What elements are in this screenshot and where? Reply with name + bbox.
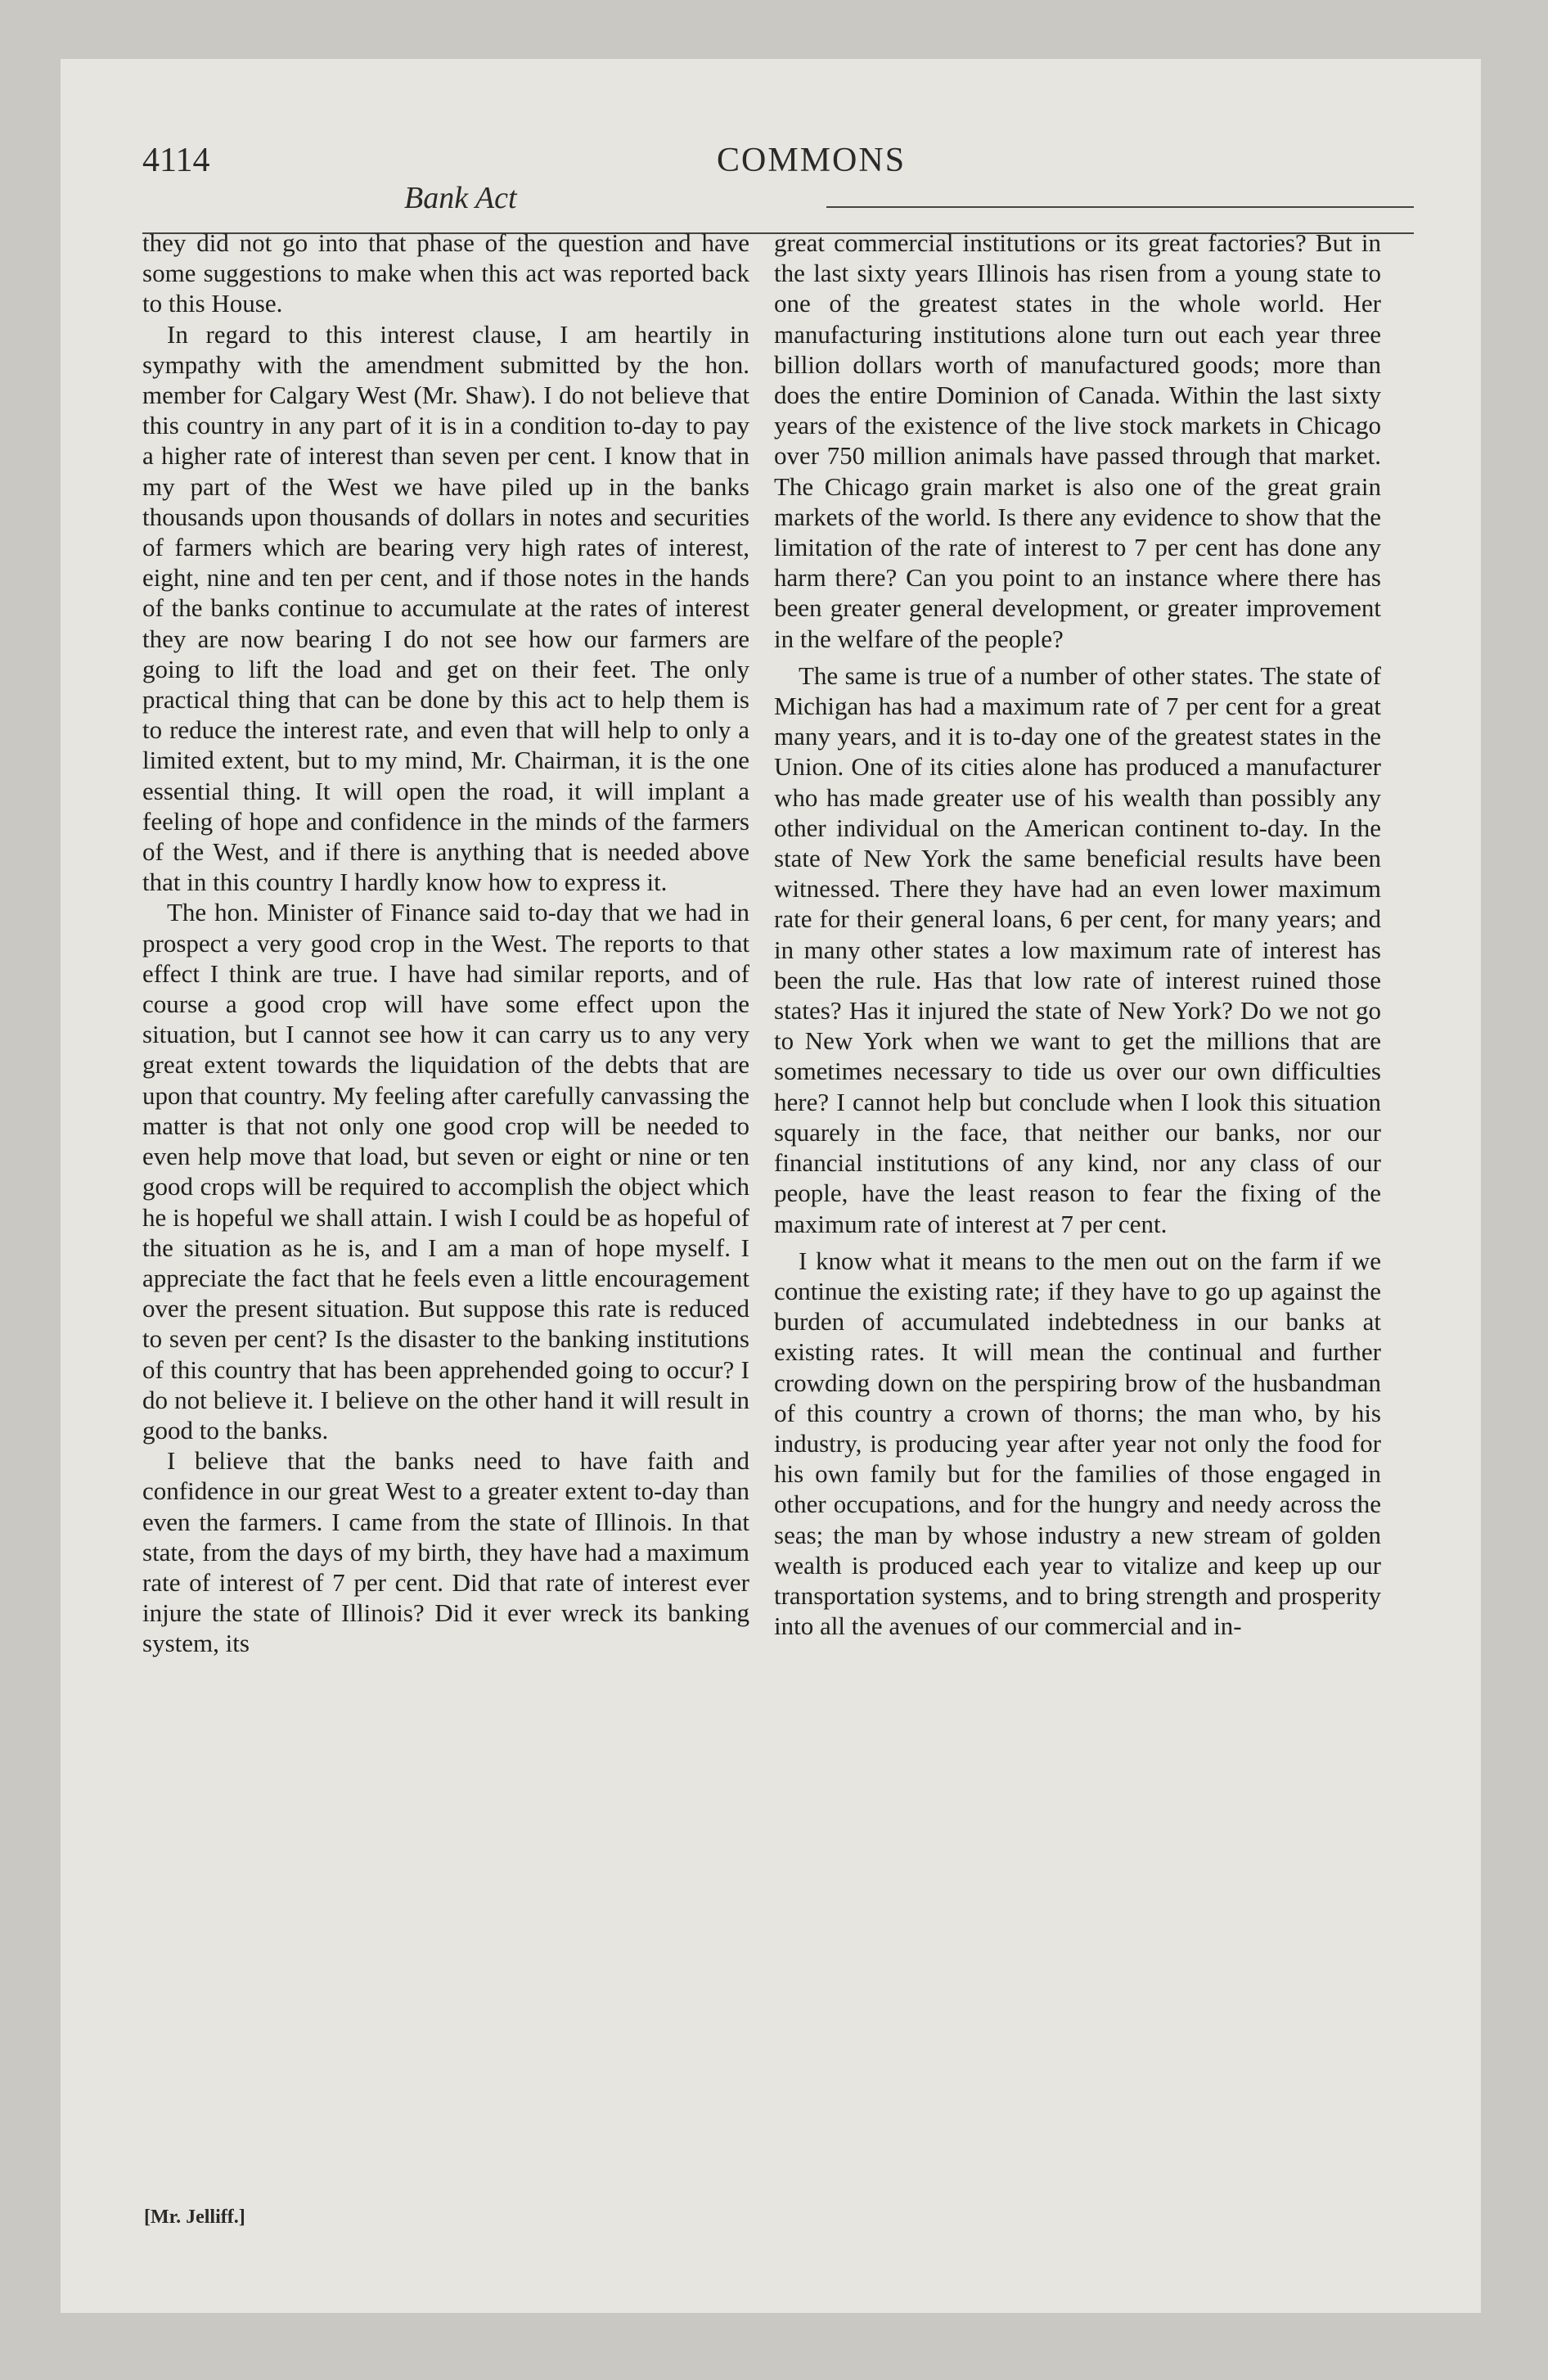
right-column-rule	[826, 206, 1414, 208]
page-number: 4114	[142, 142, 210, 179]
left-column	[142, 228, 749, 1659]
left-paragraph: they did not go into that phase of the question and have some suggestions to make when this act was reported back to this House.	[142, 228, 749, 318]
left-paragraph: In regard to this interest clause, I am heartily in sympathy with the amendment submitted by the hon. member for Calgary West (Mr. Shaw). I do not believe that this country in any part of it is in a condition to-day to pay a higher rate of interest than seven per cent. I know that in my part of the West we have piled up in the banks thousands upon thousands of dollars in notes and securities of farmers which are bearing very high rates of interest, eight, nine and ten per cent, and if those notes in the hands of the banks continue to accumulate at the rates of interest they are now bearing I do not see how our farmers are going to lift the load and get on their feet. The only practical thing that can be done by this act to help them is to reduce the interest rate, and even that will help to only a limited extent, but to my mind, Mr. Chairman, it is the one essential thing. It will open the road, it will implant a feeling of hope and confidence in the minds of the farmers of the West, and if there is anything that is needed above that in this country I hardly know how to express it.	[142, 319, 749, 897]
left-paragraph: The hon. Minister of Finance said to-day that we had in prospect a very good crop in the West. The reports to that effect I think are true. I have had similar reports, and of course a good crop will have some effect upon the situation, but I cannot see how it can carry us to any very great extent towards the liquidation of the debts that are upon that country. My feeling after carefully canvassing the matter is that not only one good crop will be needed to even help move that load, but seven or eight or nine or ten good crops will be required to accomplish the object which he is hopeful we shall attain. I wish I could be as hopeful of the situation as he is, and I am a man of hope myself. I appreciate the fact that he feels even a little encouragement over the present situation. But suppose this rate is reduced to seven per cent? Is the disaster to the banking institutions of this country that has been apprehended going to occur? I do not believe it. I believe on the other hand it will result in good to the banks.	[142, 898, 749, 1445]
speaker-attribution: [Mr. Jelliff.]	[144, 2206, 245, 2228]
left-paragraph: I believe that the banks need to have faith and confidence in our great West to a greater extent to-day than even the farmers. I came from the state of Illinois. In that state, from the days of my birth, they have had a maximum rate of interest of 7 per cent. Did that rate of interest ever injure the state of Illinois? Did it ever wreck its banking system, its	[142, 1446, 749, 1658]
right-paragraph: The same is true of a number of other states. The state of Michigan has had a maximum rate of 7 per cent for a great many years, and it is to-day one of the greatest states in the Union. One of its cities alone has produced a manufacturer who has made greater use of his wealth than possibly any other individual on the American continent to-day. In the state of New York the same beneficial results have been witnessed. There they have had an even lower maximum rate for their general loans, 6 per cent, for many years; and in many other states a low maximum rate of interest has been the rule. Has that low rate of interest ruined those states? Has it injured the state of New York? Do we not go to New York when we want to get the millions that are sometimes necessary to tide us over our own difficulties here? I cannot help but conclude when I look this situation squarely in the face, that neither our banks, nor our financial institutions of any kind, nor any class of our people, have the least reason to fear the fixing of the maximum rate of interest at 7 per cent.	[774, 660, 1381, 1238]
scanned-page	[61, 59, 1481, 2313]
right-paragraph: I know what it means to the men out on the farm if we continue the existing rate; if they have to go up against the burden of accumulated indebtedness in our banks at existing rates. It will mean the continual and further crowding down on the perspiring brow of the husbandman of this country a crown of thorns; the man who, by his industry, is producing year after year not only the food for his own family but for the families of those engaged in other occupations, and for the hungry and needy across the seas; the man by whose industry a new stream of golden wealth is produced each year to vitalize and keep up our transportation systems, and to bring strength and prosperity into all the avenues of our commercial and in-	[774, 1246, 1381, 1641]
section-title: Bank Act	[404, 181, 517, 215]
running-title: COMMONS	[717, 142, 907, 179]
right-column	[774, 228, 1381, 1641]
right-paragraph: great commercial institutions or its great factories? But in the last sixty years Illinois has risen from a young state to one of the greatest states in the whole world. Her manufacturing institutions alone turn out each year three billion dollars worth of manufactured goods; more than does the entire Dominion of Canada. Within the last sixty years of the existence of the live stock markets in Chicago over 750 million animals have passed through that market. The Chicago grain market is also one of the great grain markets of the world. Is there any evidence to show that the limitation of the rate of interest to 7 per cent has done any harm there? Can you point to an instance where there has been greater general development, or greater improvement in the welfare of the people?	[774, 228, 1381, 653]
